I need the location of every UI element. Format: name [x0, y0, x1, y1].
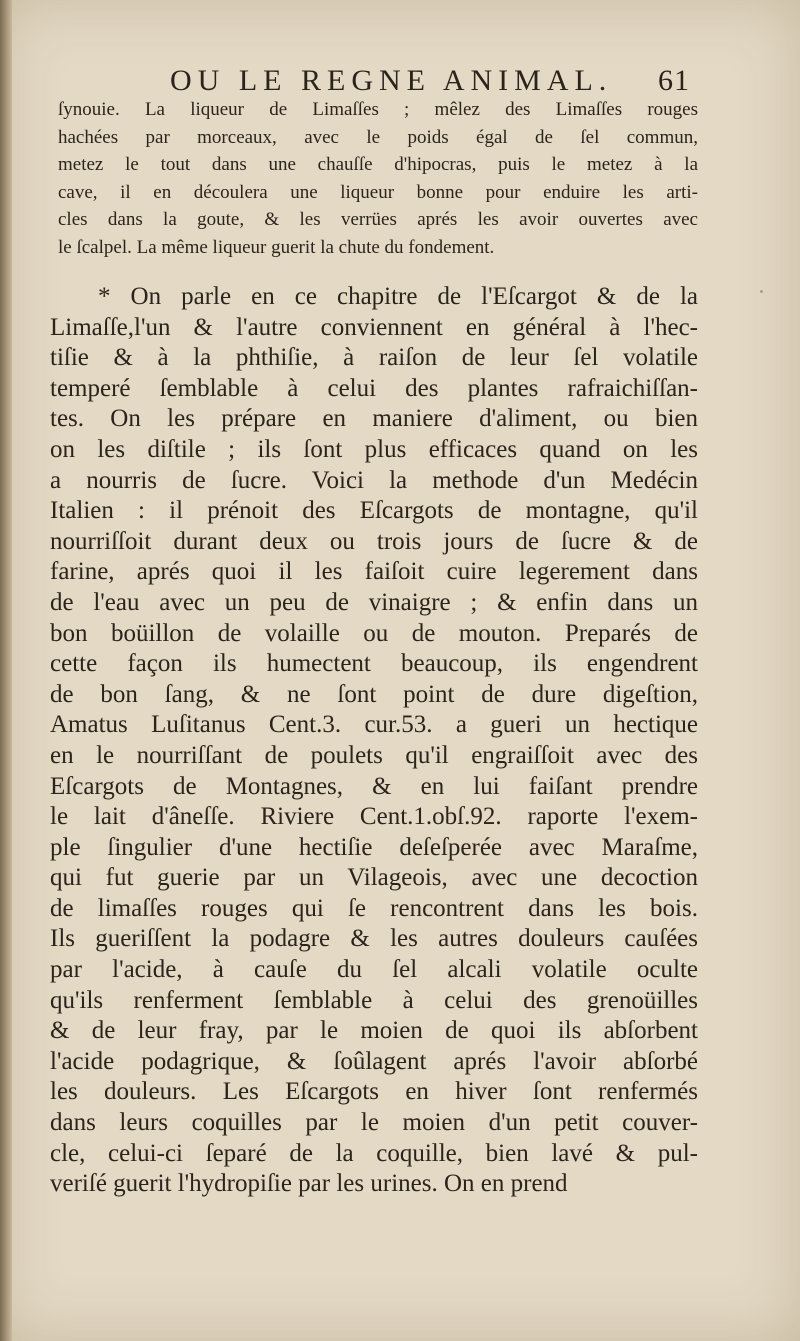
text-line: Eſcargots de Montagnes, & en lui faiſant prendre	[50, 772, 698, 800]
text-line: Limaſſe,l'un & l'autre conviennent en général à l'hec-	[50, 313, 698, 341]
text-line: hachées par morceaux, avec le poids égal de ſel commun,	[58, 126, 698, 148]
text-line: de bon ſang, & ne ſont point de dure digeſtion,	[50, 680, 698, 708]
text-line: Italien : il prénoit des Eſcargots de montagne, qu'il	[50, 497, 698, 525]
text-line: nourriſſoit durant deux ou trois jours de ſucre & de	[50, 527, 698, 555]
text-line: qui fut guerie par un Vilageois, avec une decoction	[50, 864, 698, 892]
text-line: & de leur fray, par le moien de quoi ils abſorbent	[50, 1017, 698, 1045]
text-line: tes. On les prépare en maniere d'aliment, ou bien	[50, 405, 698, 433]
text-line: ſynouie. La liqueur de Limaſſes ; mêlez des Limaſſes rouges	[58, 99, 698, 120]
text-line: cles dans la goute, & les verrües aprés les avoir ouvertes avec	[58, 209, 698, 231]
text-line: on les diſtile ; ils ſont plus efficaces quand on les	[50, 435, 698, 463]
text-line: tiſie & à la phthiſie, à raiſon de leur ſel volatile	[50, 344, 698, 372]
text-line: qu'ils renferment ſemblable à celui des grenoüilles	[50, 986, 698, 1014]
small-print-paragraph	[58, 96, 698, 262]
text-line: Ils gueriſſent la podagre & les autres douleurs cauſées	[50, 925, 698, 953]
text-line: en le nourriſſant de poulets qu'il engraiſſoit avec des	[50, 741, 698, 769]
text-line: cave, il en découlera une liqueur bonne pour enduire les arti-	[58, 181, 698, 203]
text-line: ple ſingulier d'une hectiſie deſeſperée avec Maraſme,	[50, 833, 698, 861]
running-head: OU LE REGNE ANIMAL.	[170, 64, 613, 97]
text-line: Amatus Luſitanus Cent.3. cur.53. a gueri un hectique	[50, 711, 698, 739]
text-line: metez le tout dans une chauſſe d'hipocras, puis le metez à la	[58, 154, 698, 176]
main-paragraph	[50, 282, 698, 1200]
text-line: le lait d'âneſſe. Riviere Cent.1.obſ.92. raporte l'exem-	[50, 803, 698, 831]
text-line: les douleurs. Les Eſcargots en hiver ſont renfermés	[50, 1078, 698, 1106]
text-line: temperé ſemblable à celui des plantes rafraichiſſan-	[50, 374, 698, 402]
text-line: le ſcalpel. La même liqueur guerit la chute du fondement.	[58, 236, 495, 258]
text-line: l'acide podagrique, & ſoûlagent aprés l'avoir abſorbé	[50, 1047, 698, 1075]
text-line: veriſé guerit l'hydropiſie par les urines. On en prend	[50, 1170, 568, 1198]
text-line: farine, aprés quoi il les faiſoit cuire legerement dans	[50, 558, 698, 586]
text-line: cette façon ils humectent beaucoup, ils engendrent	[50, 650, 698, 678]
text-line: cle, celui-ci ſeparé de la coquille, bien lavé & pul-	[50, 1139, 698, 1167]
text-line: par l'acide, à cauſe du ſel alcali volatile oculte	[50, 956, 698, 984]
page-gutter-shadow	[0, 0, 12, 1341]
page-number: 61	[658, 64, 690, 97]
text-line: bon boüillon de volaille ou de mouton. Preparés de	[50, 619, 698, 647]
text-line: a nourris de ſucre. Voici la methode d'un Medécin	[50, 466, 698, 494]
text-line: de l'eau avec un peu de vinaigre ; & enfin dans un	[50, 588, 698, 616]
paper-speck	[760, 290, 763, 293]
text-line: * On parle en ce chapitre de l'Eſcargot & de la	[98, 283, 698, 310]
text-line: de limaſſes rouges qui ſe rencontrent dans les bois.	[50, 894, 698, 922]
text-line: dans leurs coquilles par le moien d'un petit couver-	[50, 1109, 698, 1137]
